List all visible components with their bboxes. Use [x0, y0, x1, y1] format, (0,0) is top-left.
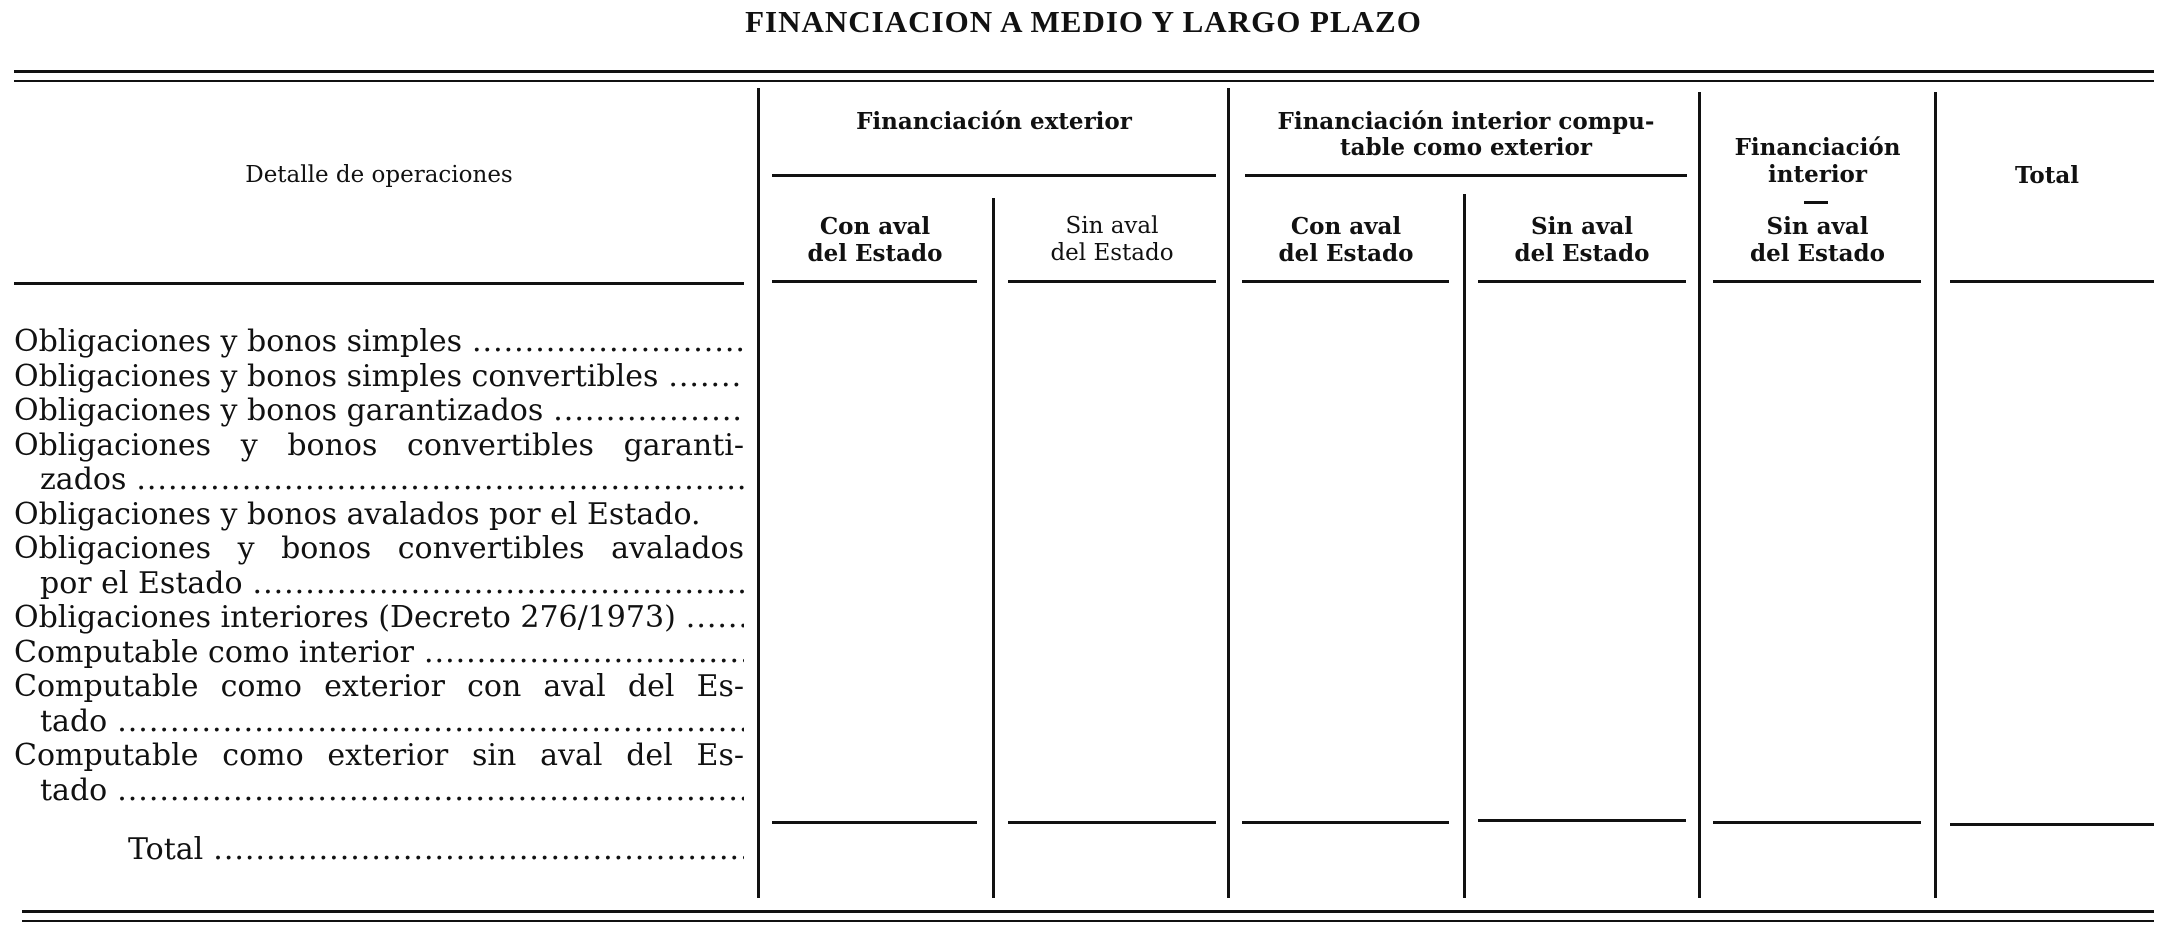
row-label-text: Obligaciones y bonos simples convertibles — [14, 359, 659, 394]
table-row — [14, 463, 744, 498]
table-row — [14, 325, 744, 360]
total-leader-dots — [213, 833, 744, 867]
subheader-col4-line1: Sin aval — [1531, 213, 1633, 240]
table-row — [14, 360, 744, 395]
row-label-text: por el Estado — [40, 566, 243, 601]
table-row — [14, 739, 744, 774]
top-rule-inner — [14, 80, 2154, 82]
header-total: Total — [2014, 162, 2080, 189]
subheader-col3-line2: del Estado — [1278, 240, 1414, 267]
row-label-text: Obligaciones y bonos convertibles garanti- — [14, 428, 744, 463]
table-row — [14, 636, 744, 671]
subheader-col5-line1: Sin aval — [1766, 213, 1869, 240]
bottom-rule-outer — [22, 910, 2154, 913]
row-label-text: Obligaciones y bonos convertibles avalados — [14, 532, 744, 566]
subheader-col1-line2: del Estado — [807, 240, 943, 267]
total-rule-col6 — [1950, 823, 2154, 826]
total-label: Total — [128, 833, 204, 867]
column-divider-4 — [1463, 194, 1466, 898]
row-label-text: Obligaciones y bonos garantizados — [14, 394, 544, 428]
total-rule-col4 — [1478, 819, 1686, 822]
header-group-interior-computable-line1: Financiación interior compu- — [1277, 108, 1655, 135]
header-rule-detail — [14, 282, 744, 285]
group-underline-exterior — [772, 174, 1216, 177]
subheader-col2-line1: Sin aval — [1065, 213, 1159, 239]
header-group-exterior: Financiación exterior — [856, 108, 1132, 135]
total-rule-col1 — [772, 821, 977, 824]
total-rule-col3 — [1242, 821, 1449, 824]
header-group-interior-line1: Financiación — [1734, 134, 1901, 161]
row-leader-dots — [686, 601, 744, 636]
subheader-col1-line1: Con aval — [819, 213, 931, 240]
subheader-col2-line2: del Estado — [1050, 240, 1174, 266]
header-rule-col1 — [772, 280, 977, 283]
row-label-text: Computable como exterior sin aval del Es- — [14, 739, 744, 773]
table-row — [14, 532, 744, 567]
row-label-text: Computable como interior — [14, 635, 414, 670]
row-leader-dots — [553, 394, 744, 429]
table-row — [14, 429, 744, 464]
row-label-text: Obligaciones interiores (Decreto 276/1973) — [14, 601, 676, 635]
table-row — [14, 567, 744, 602]
subheader-col5-line2: del Estado — [1750, 240, 1885, 267]
column-divider-6 — [1934, 92, 1937, 898]
total-rule-col5 — [1713, 821, 1921, 824]
row-label-text: Obligaciones y bonos simples — [14, 325, 462, 359]
subheader-col3-line1: Con aval — [1290, 213, 1402, 240]
header-rule-col4 — [1478, 280, 1686, 283]
table-row — [14, 498, 744, 533]
column-divider-5 — [1698, 92, 1701, 898]
table-row — [14, 705, 744, 740]
row-leader-dots — [136, 463, 744, 498]
table-row — [14, 774, 744, 809]
header-group-interior-line2: interior — [1767, 161, 1868, 188]
table-row — [14, 670, 744, 705]
bottom-rule-inner — [22, 920, 2154, 922]
row-leader-dots — [253, 567, 744, 602]
row-label-text: tado — [40, 704, 108, 739]
row-leader-dots — [424, 636, 744, 671]
row-label-text: Obligaciones y bonos avalados por el Estado. — [14, 497, 701, 532]
row-leader-dots — [472, 325, 744, 360]
subheader-col4-line2: del Estado — [1514, 240, 1650, 267]
column-divider-1 — [757, 88, 760, 898]
row-label-text: tado — [40, 773, 108, 808]
header-rule-col6 — [1950, 280, 2154, 283]
header-rule-col2 — [1008, 280, 1216, 283]
column-divider-3 — [1227, 88, 1230, 898]
header-detail: Detalle de operaciones — [245, 162, 513, 188]
header-rule-col5 — [1713, 280, 1921, 283]
group-underline-interior-computable — [1245, 174, 1687, 177]
table-row — [14, 601, 744, 636]
total-row-label — [128, 833, 744, 867]
table-row — [14, 394, 744, 429]
row-leader-dots — [117, 774, 744, 809]
row-leader-dots — [668, 360, 744, 395]
header-interior-dash — [1804, 201, 1828, 204]
column-divider-2 — [992, 198, 995, 898]
row-label-text: Computable como exterior con aval del Es- — [14, 670, 744, 704]
row-labels — [14, 325, 744, 808]
top-rule-outer — [14, 70, 2154, 73]
page-title: FINANCIACION A MEDIO Y LARGO PLAZO — [745, 4, 1422, 39]
header-rule-col3 — [1242, 280, 1449, 283]
row-label-text: zados — [40, 463, 127, 497]
total-rule-col2 — [1008, 821, 1216, 824]
header-group-interior-computable-line2: table como exterior — [1340, 134, 1592, 161]
row-leader-dots — [117, 705, 744, 740]
